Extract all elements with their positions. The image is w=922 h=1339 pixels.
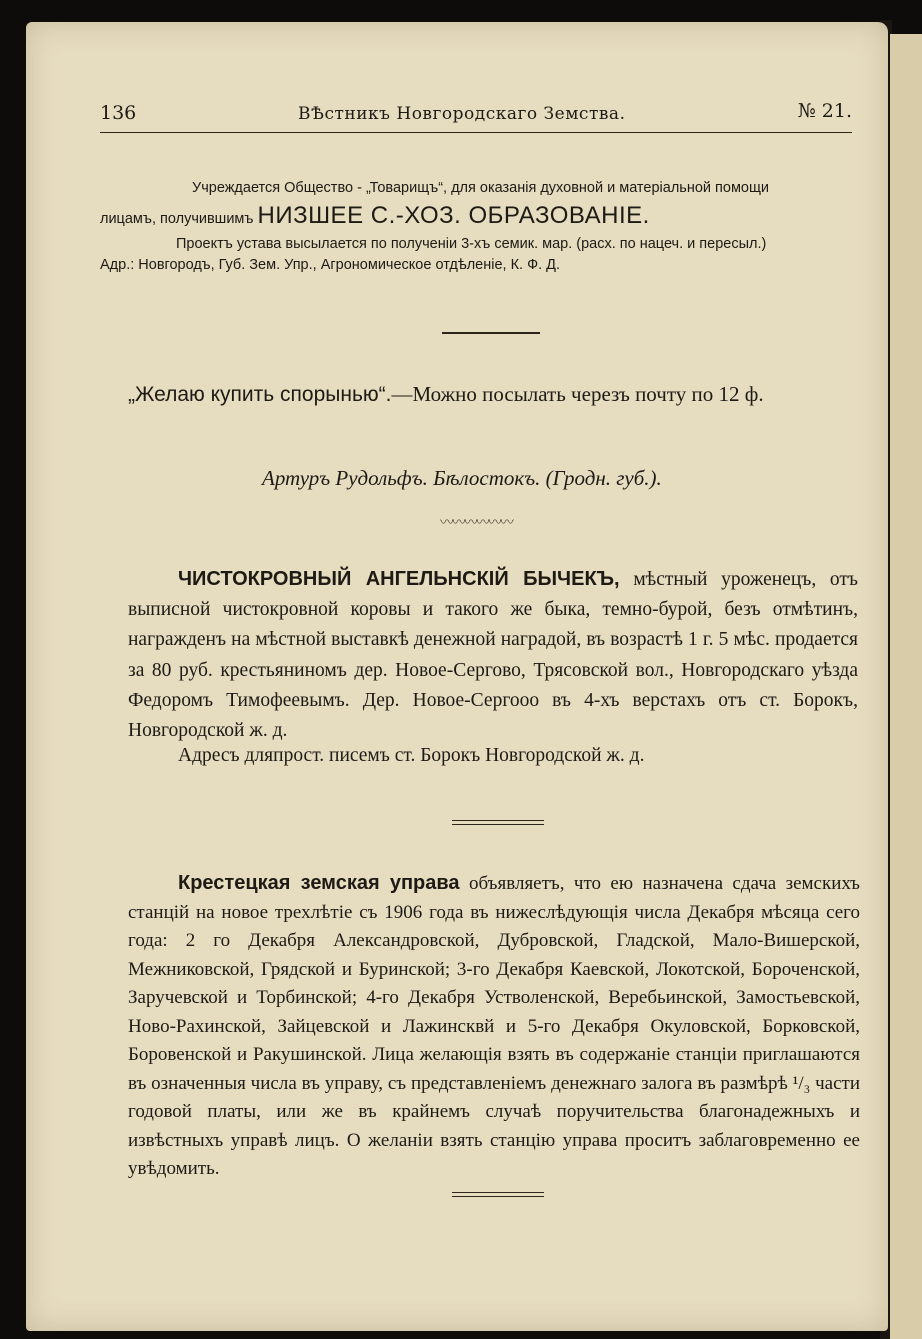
ad1-line2 — [100, 199, 860, 234]
ad3-address: Адресъ дляпрост. писемъ ст. Борокъ Новгородской ж. д. — [178, 745, 645, 766]
ad4-text: объявляетъ, что ею назначена сдача земскихъ станцій на новое трехлѣтіе съ 1906 года въ нижеслѣдующія числа Декабря мѣсяца сего года: 2 го Декабря Александровской, Дубровской, Гладской, Мало-Вишерской, Межниковской, Грядской и Буринской; 3-го Декабря Каевской, Локотской, Бороченской, Заручевской и Торбинской; 4-го Декабря Устволенской, Веребьинской, Замостьевской, Ново-Рахинской, Зайцевской и Лажинсквй и 5-го Декабря Окуловской, Борковской, Боровенской и Ракушинской. Лица желающія взять въ содержаніе станціи приглашаются въ означенныя числа въ управу, съ представленіемъ денежнаго залога въ размѣрѣ ¹/₃ части годовой платы, или же въ крайнемъ случаѣ поручительства благонадежныхъ и извѣстныхъ управѣ лицъ. О желаніи взять станцію управа проситъ заблаговременно ее увѣдомить. — [128, 873, 860, 1179]
ad1-line4: Адр.: Новгородъ, Губ. Зем. Упр., Агрономическое отдѣленіе, К. Ф. Д. — [100, 256, 561, 273]
ad3-lead: ЧИСТОКРОВНЫЙ АНГЕЛЬНСКІЙ БЫЧЕКЪ, — [178, 568, 620, 590]
double-rule-separator-bottom — [452, 1192, 544, 1197]
advertisement-bull — [128, 564, 858, 746]
ad2-lead: „Желаю купить спорынью“. — [128, 383, 392, 406]
page-number: 136 — [100, 102, 137, 124]
separator-rule — [442, 332, 540, 334]
advertisement-ergot — [128, 378, 858, 412]
ad2-signature: Артуръ Рудольфъ. Бѣлостокъ. (Гродн. губ.). — [262, 466, 662, 490]
next-page-edge — [890, 34, 922, 1339]
ad1-headline: НИЗШЕЕ С.-ХОЗ. ОБРАЗОВАНІЕ. — [257, 202, 650, 230]
ad2-text: —Можно посылать черезъ почту по 12 ф. — [391, 382, 764, 406]
issue-number: № 21. — [797, 100, 852, 122]
advertisement-society — [100, 178, 860, 276]
ad4-lead: Крестецкая земская управа — [178, 872, 460, 894]
ad3-text: мѣстный уроженецъ, отъ выписной чистокровной коровы и такого же быка, темно-бурой, безъ отмѣтинъ, награжденъ на мѣстной выставкѣ денежной наградой, въ возрастѣ 1 г. 5 мѣс. продается за 80 руб. крестьяниномъ дер. Новое-Сергово, Трясовской вол., Новгородскаго уѣзда Федоромъ Тимофеевымъ. Дер. Новое-Сергоoо въ 4-хъ верстахъ отъ ст. Борокъ, Новгородской ж. д. — [128, 569, 859, 742]
ad1-line1: Учреждается Общество - „Товарищъ“, для оказанія духовной и матеріальной помощи — [192, 180, 770, 196]
ad1-line2-prefix: лицамъ, получившимъ — [100, 211, 254, 228]
journal-title: ВѢстникъ Новгородскаго Земства. — [298, 104, 626, 124]
running-header — [100, 92, 852, 133]
advertisement-zemstvo-board — [128, 868, 860, 1184]
wavy-separator: 〰〰〰〰〰〰 — [440, 515, 512, 531]
ad1-line3: Проектъ устава высылается по полученіи 3-хъ семик. мар. (расх. по нацеч. и пересыл.) — [176, 235, 767, 252]
double-rule-separator — [452, 820, 544, 825]
